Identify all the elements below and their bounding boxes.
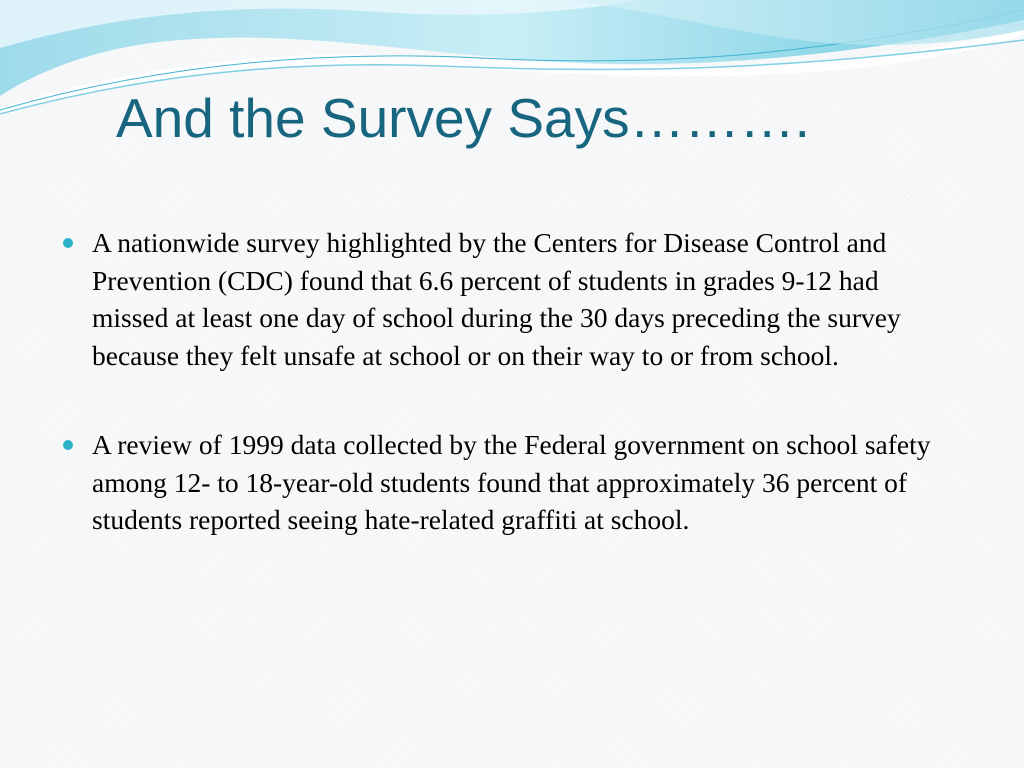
slide-title: And the Survey Says………. [116, 87, 810, 149]
bullet-text: A review of 1999 data collected by the Federal government on school safety among 12- to 18-year-old students found that approximately 36 percent of students reported seeing hate-related graffiti at school. [92, 429, 931, 535]
bullet-text: A nationwide survey highlighted by the Centers for Disease Control and Prevention (CDC) found that 6.6 percent of students in grades 9-12 had missed at least one day of school during the 30 days preceding the survey because they felt unsafe at school or on their way to or from school. [92, 227, 901, 371]
bullet-item [60, 426, 960, 539]
bullet-item [60, 224, 960, 374]
bullet-list [60, 224, 960, 591]
bullet-dot-icon [63, 238, 73, 248]
bullet-dot-icon [63, 440, 73, 450]
